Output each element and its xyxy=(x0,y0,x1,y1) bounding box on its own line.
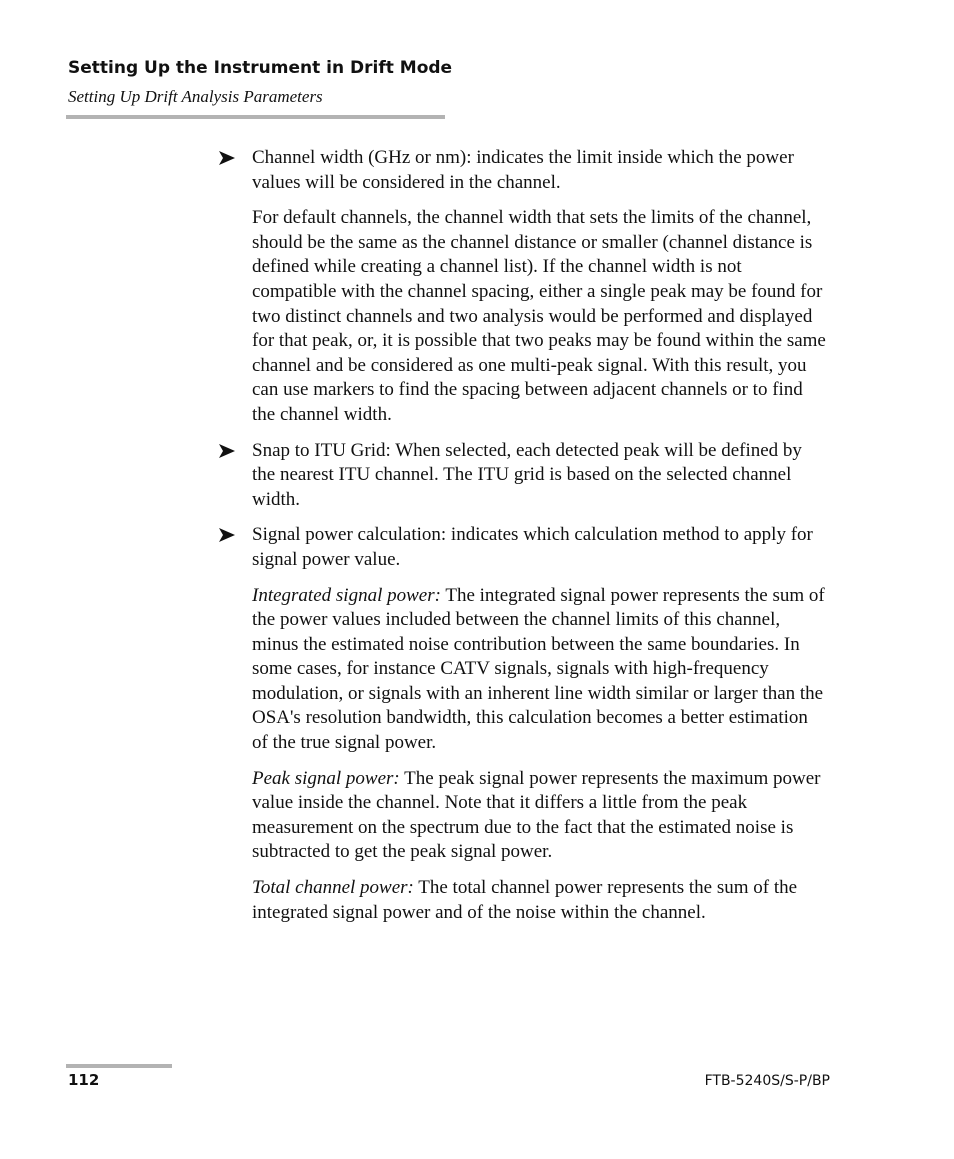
body-paragraph xyxy=(252,767,828,865)
right-arrowhead-icon xyxy=(218,525,236,545)
paragraph-text: The total channel power represents the sum of the integrated signal power and of the noise within the channel. xyxy=(252,877,798,923)
body-paragraph xyxy=(252,584,828,756)
bullet-item xyxy=(218,439,828,513)
paragraph-lead: Total channel power: xyxy=(252,877,414,899)
paragraph-text: For default channels, the channel width that sets the limits of the channel, should be the same as the channel distance or smaller (channel distance is defined while creating a channel list). If the channel width is not compatible with the channel spacing, either a single peak may be found for two distinct channels and two analysis would be performed and displayed for that peak, or, it is possible that two peaks may be found within the same channel and be considered as one multi-peak signal. With this result, you can use markers to find the spacing between adjacent channels or to find the channel width. xyxy=(252,207,826,425)
right-arrowhead-icon xyxy=(218,148,236,168)
header-divider xyxy=(66,115,445,119)
bullet-item xyxy=(218,146,828,195)
section-title: Setting Up the Instrument in Drift Mode xyxy=(68,58,453,78)
paragraph-text: The peak signal power represents the maximum power value inside the channel. Note that it differs a little from the peak measurement on the spectrum due to the fact that the estimated noise is subtracted to get the peak signal power. xyxy=(252,767,821,863)
section-subtitle: Setting Up Drift Analysis Parameters xyxy=(68,87,323,106)
page-header xyxy=(68,57,453,108)
body-paragraph xyxy=(252,876,828,925)
paragraph-lead: Integrated signal power: xyxy=(252,584,441,606)
body-paragraph xyxy=(252,206,828,427)
paragraph-text: The integrated signal power represents the sum of the power values included between the channel limits of this channel, minus the estimated noise contribution between the same boundaries. In some cases, for instance CATV signals, signals with high-frequency modulation, or signals with an inherent line width similar or larger than the OSA's resolution bandwidth, this calculation becomes a better estimation of the true signal power. xyxy=(252,584,825,754)
bullet-item xyxy=(218,523,828,572)
bullet-text: Signal power calculation: indicates which calculation method to apply for signal power value. xyxy=(252,524,813,570)
page-content xyxy=(218,146,828,936)
page-number: 112 xyxy=(68,1071,100,1089)
bullet-text: Channel width (GHz or nm): indicates the limit inside which the power values will be considered in the channel. xyxy=(252,147,794,193)
right-arrowhead-icon xyxy=(218,441,236,461)
document-id: FTB-5240S/S-P/BP xyxy=(704,1073,830,1089)
paragraph-lead: Peak signal power: xyxy=(252,767,400,789)
bullet-text: Snap to ITU Grid: When selected, each detected peak will be defined by the nearest ITU channel. The ITU grid is based on the selected channel width. xyxy=(252,439,802,510)
footer-divider xyxy=(66,1064,172,1068)
